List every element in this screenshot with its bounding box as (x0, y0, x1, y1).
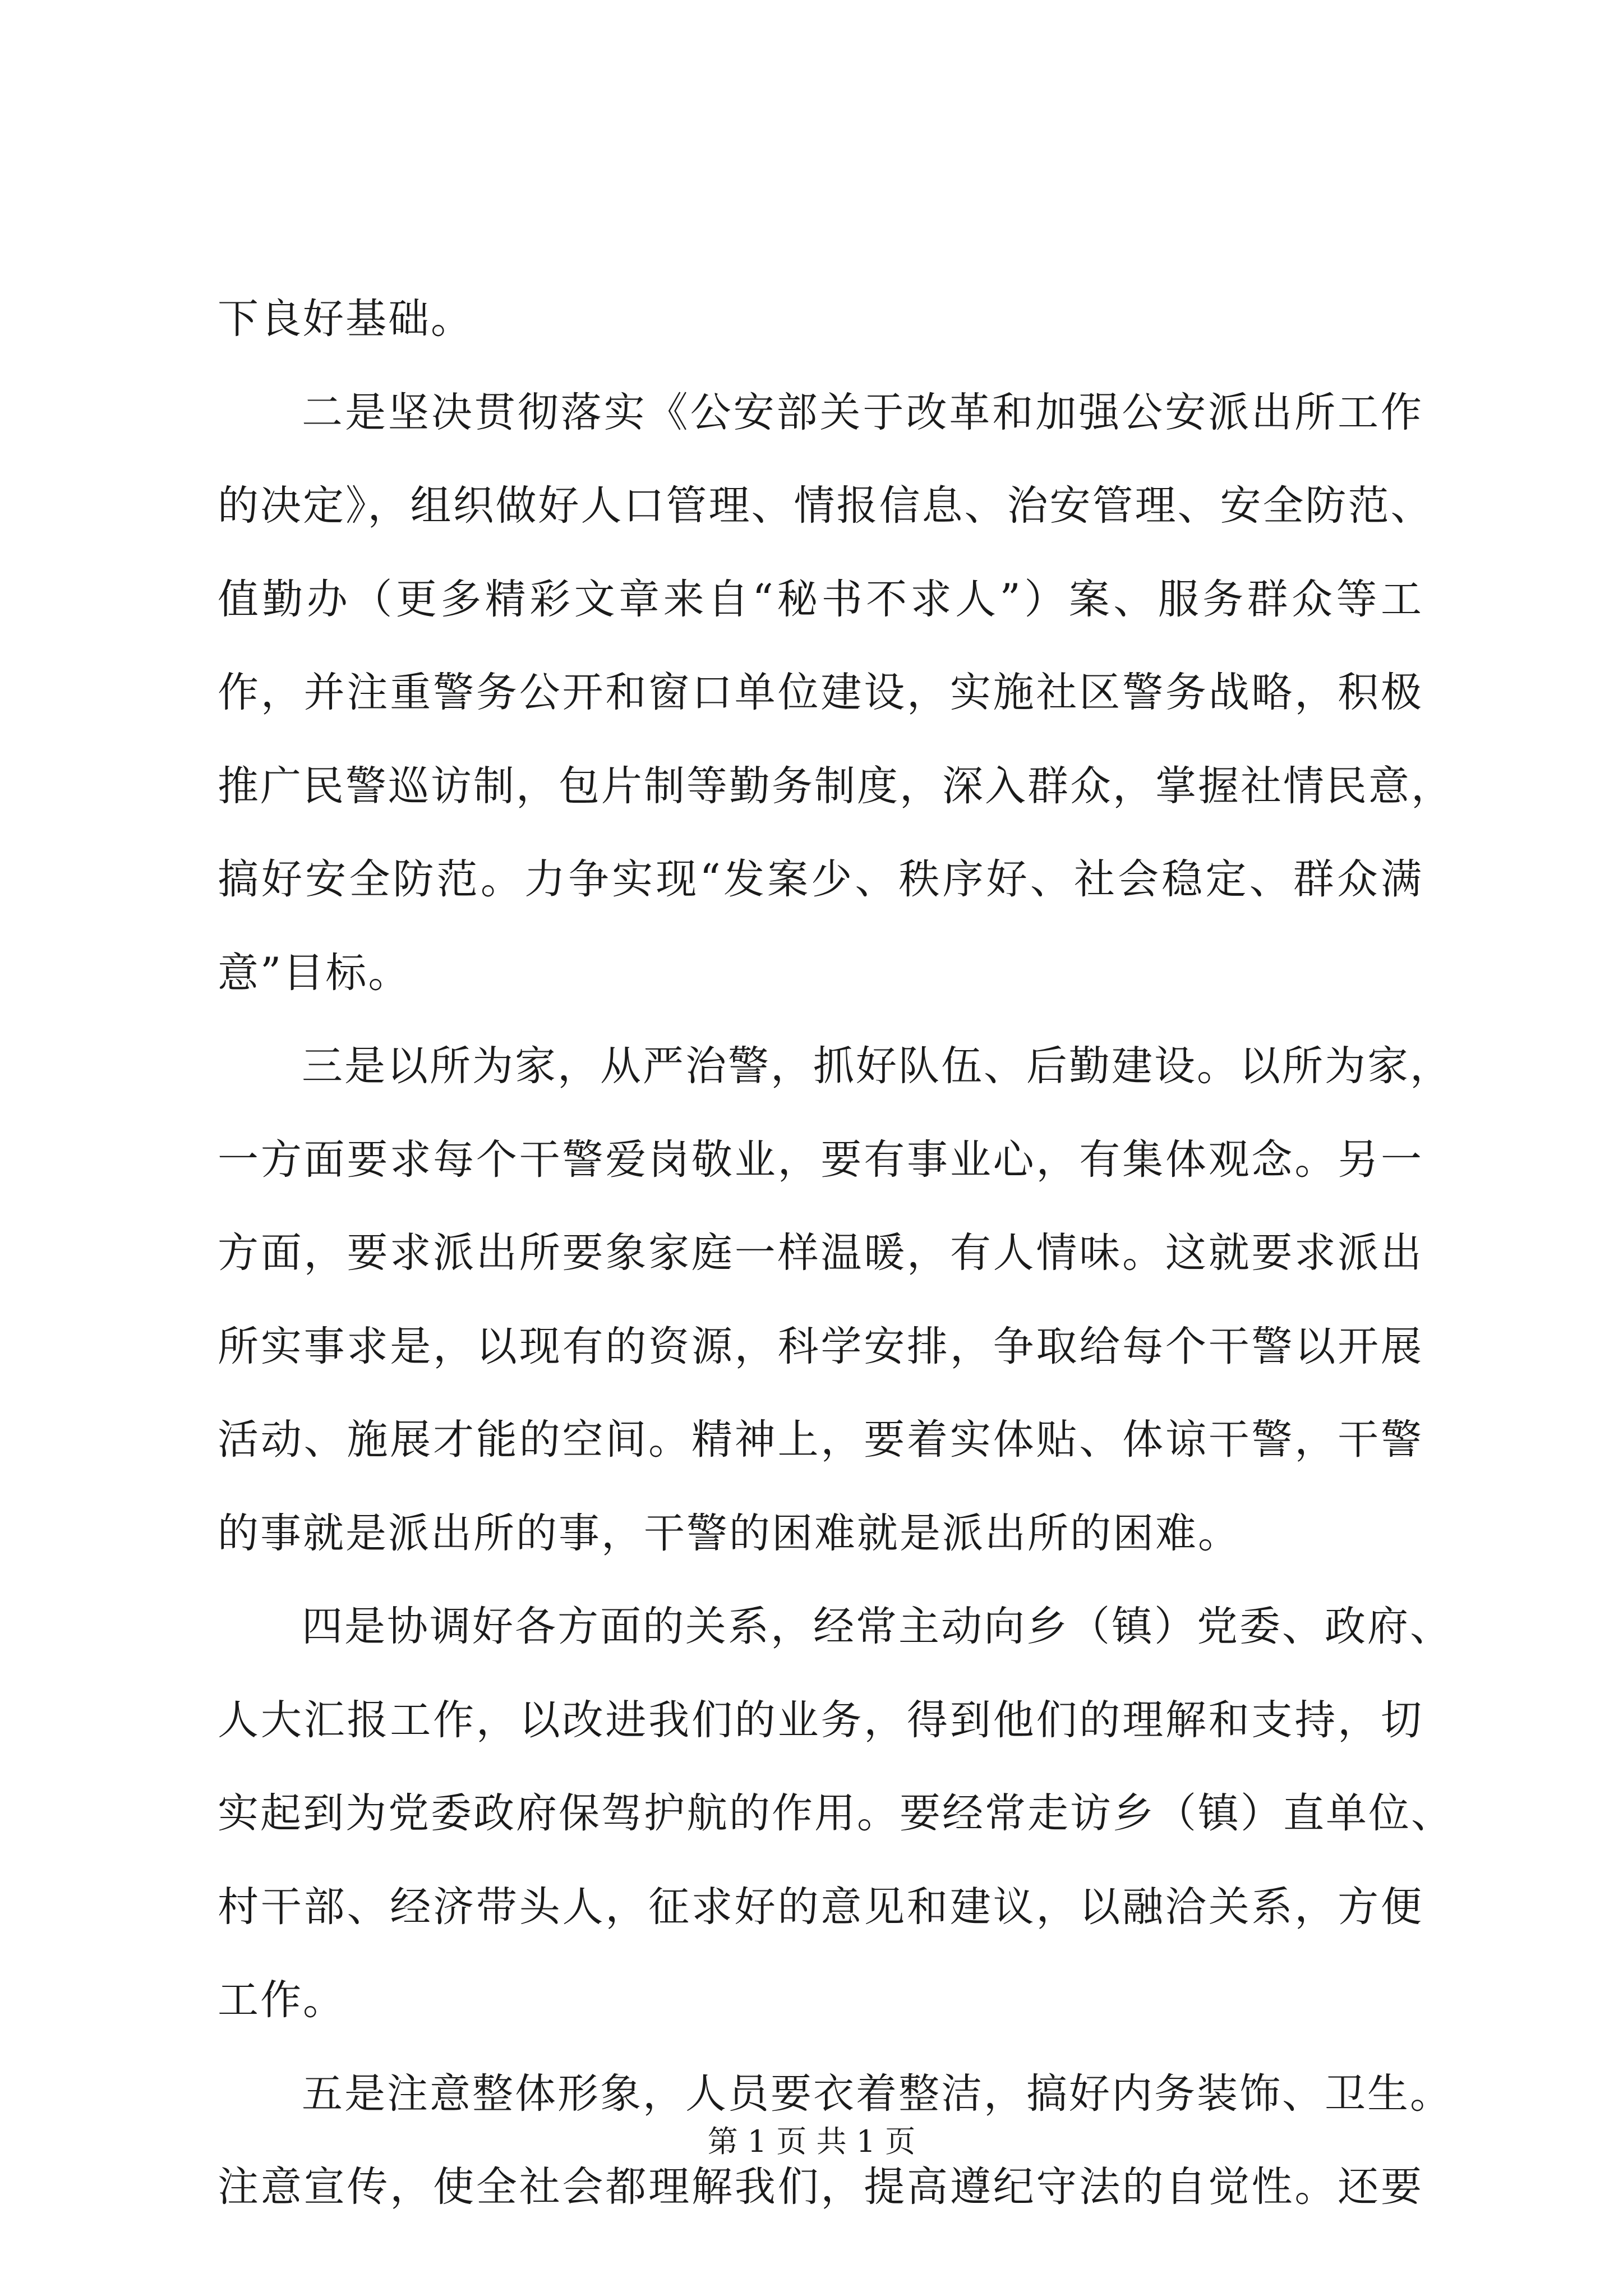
text-line: 推广民警巡访制，包片制等勤务制度，深入群众，掌握社情民意， (218, 762, 1454, 810)
text-line: 注意宣传，使全社会都理解我们，提高遵纪守法的自觉性。还要 (218, 2163, 1423, 2211)
text-line: 所实事求是，以现有的资源，科学安排，争取给每个干警以开展 (218, 1322, 1423, 1370)
text-line: 人大汇报工作，以改进我们的业务，得到他们的理解和支持，切 (218, 1696, 1423, 1744)
text-line: 值勤办（更多精彩文章来自“秘书不求人”）案、服务群众等工 (218, 575, 1423, 623)
text-line: 搞好安全防范。力争实现“发案少、秩序好、社会稳定、群众满 (218, 855, 1423, 903)
text-line: 工作。 (218, 1976, 345, 2024)
text-line: 下良好基础。 (218, 295, 473, 343)
text-line: 实起到为党委政府保驾护航的作用。要经常走访乡（镇）直单位、 (218, 1789, 1454, 1837)
text-line: 二是坚决贯彻落实《公安部关于改革和加强公安派出所工作 (302, 388, 1423, 436)
text-line: 方面，要求派出所要象家庭一样温暖，有人情味。这就要求派出 (218, 1229, 1423, 1277)
text-line: 的事就是派出所的事，干警的困难就是派出所的困难。 (218, 1509, 1241, 1557)
text-line: 的决定》，组织做好人口管理、情报信息、治安管理、安全防范、 (218, 482, 1433, 530)
text-line: 四是协调好各方面的关系，经常主动向乡（镇）党委、政府、 (302, 1603, 1453, 1650)
text-line: 五是注意整体形象，人员要衣着整洁，搞好内务装饰、卫生。 (302, 2069, 1453, 2118)
text-line: 村干部、经济带头人，征求好的意见和建议，以融洽关系，方便 (218, 1883, 1423, 1931)
page-footer: 第 1 页 共 1 页 (707, 2124, 916, 2159)
text-line: 作，并注重警务公开和窗口单位建设，实施社区警务战略，积极 (218, 669, 1423, 716)
text-line: 活动、施展才能的空间。精神上，要着实体贴、体谅干警，干警 (218, 1416, 1423, 1464)
text-line: 一方面要求每个干警爱岗敬业，要有事业心，有集体观念。另一 (218, 1135, 1423, 1184)
document-body (218, 273, 1454, 2234)
text-line: 三是以所为家，从严治警，抓好队伍、后勤建设。以所为家， (302, 1042, 1453, 1090)
text-line: 意”目标。 (218, 949, 411, 997)
